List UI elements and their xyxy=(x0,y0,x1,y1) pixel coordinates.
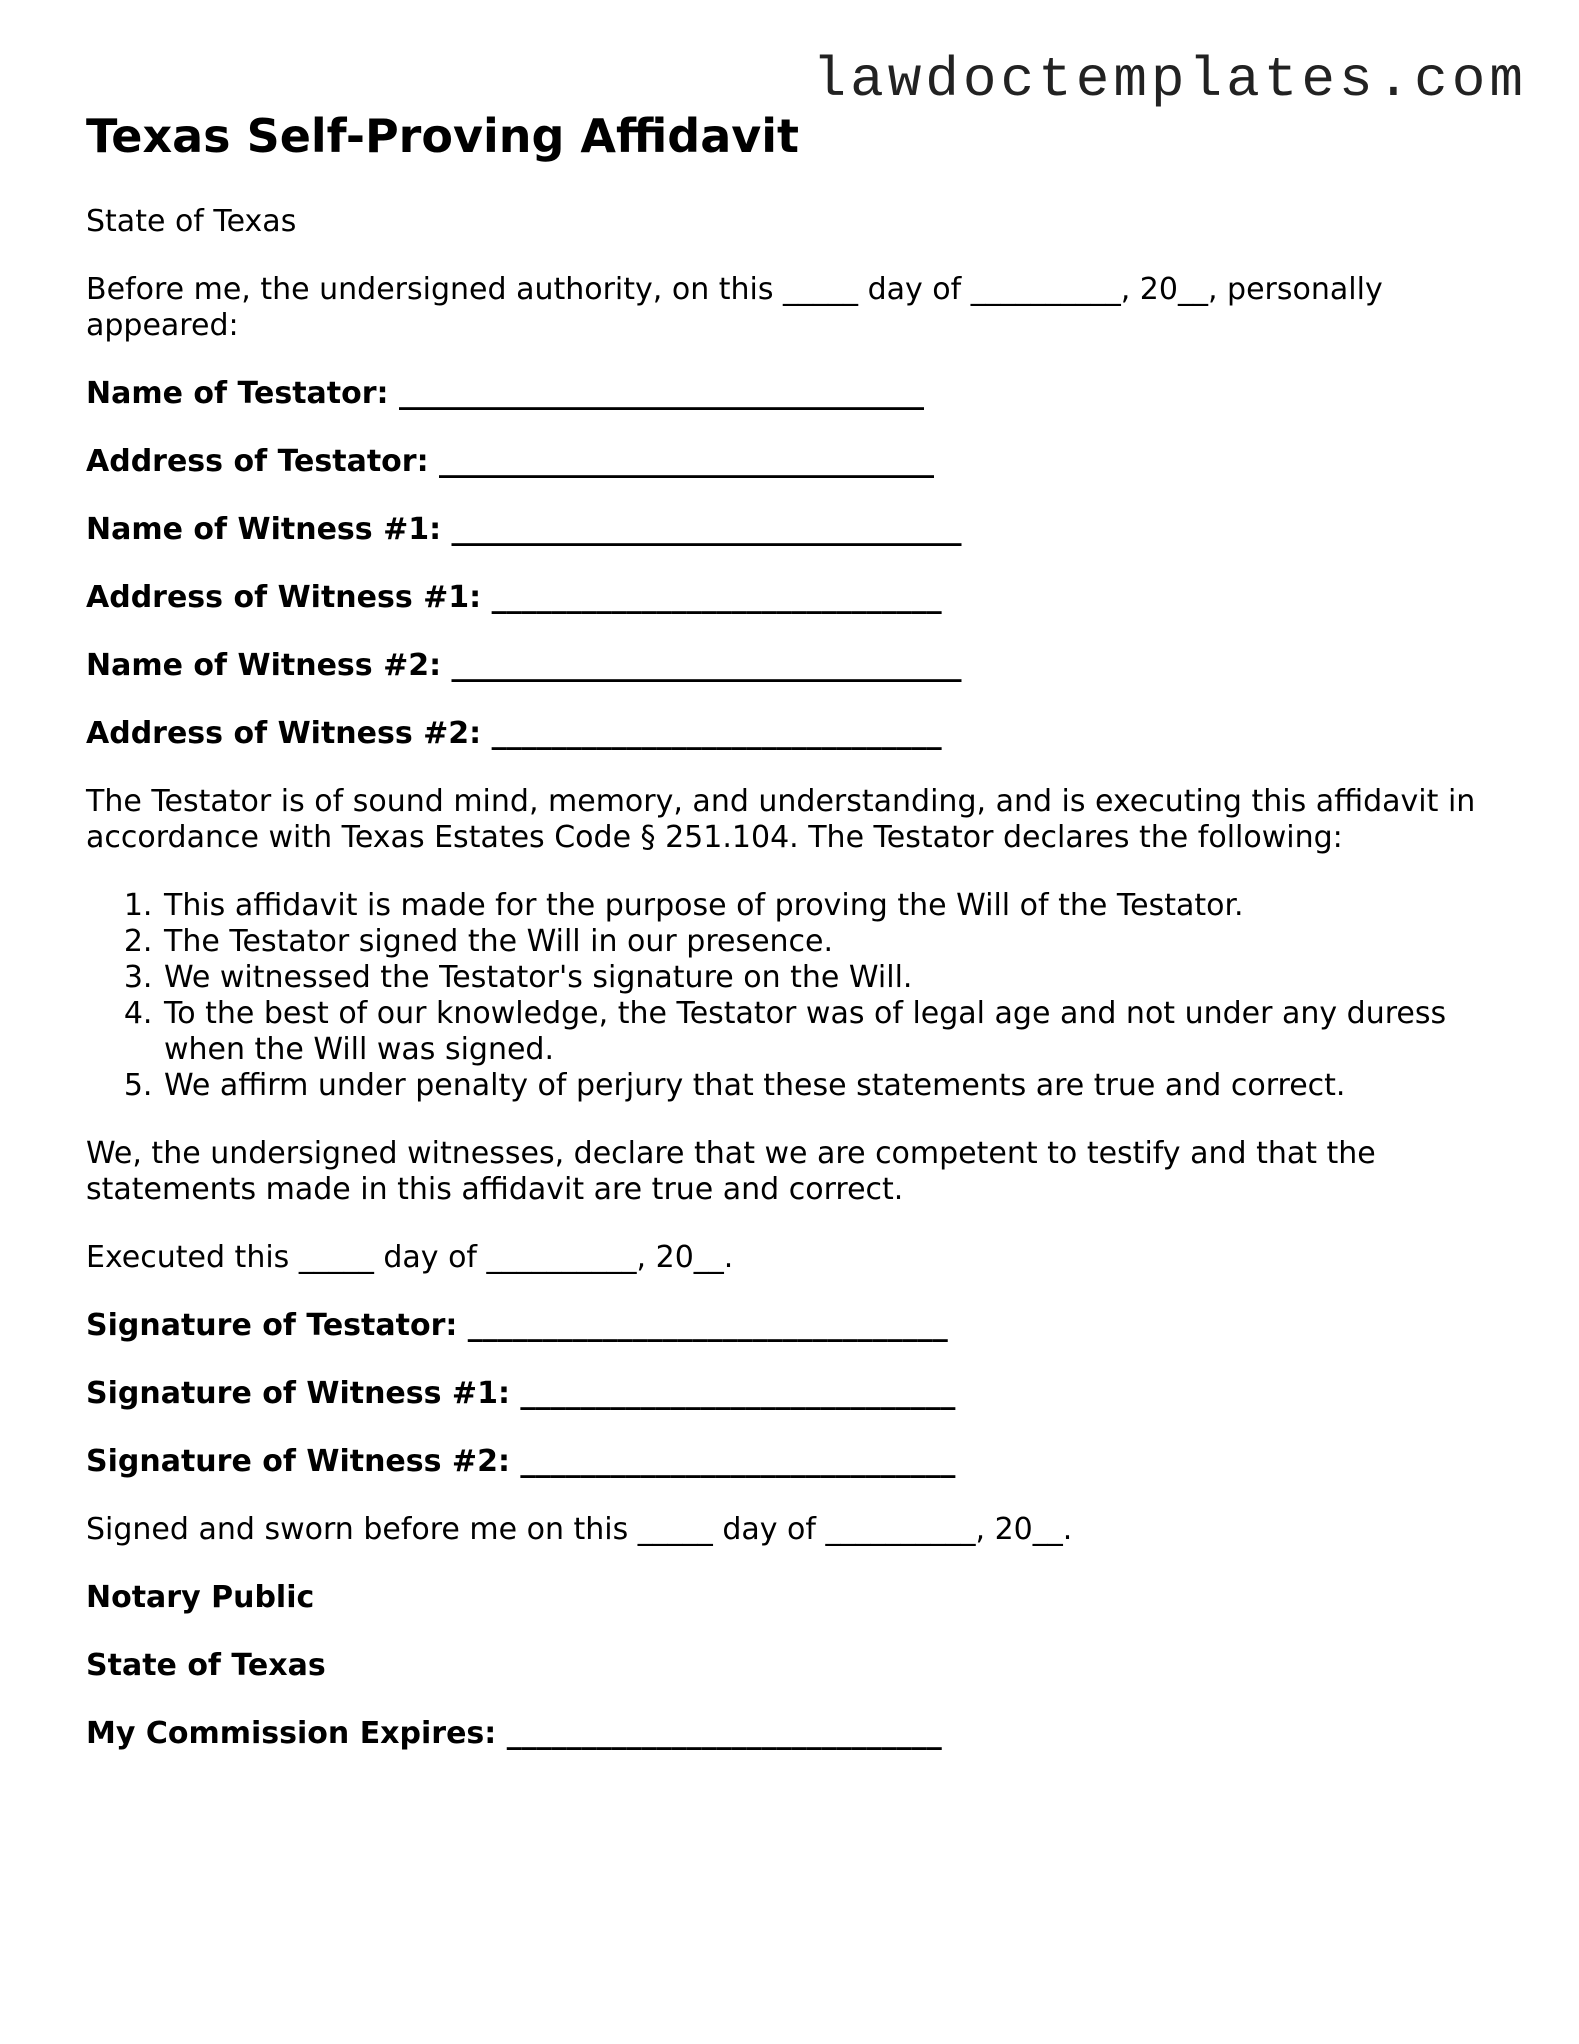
list-item: 1. This affidavit is made for the purpose of proving the Will of the Testator. xyxy=(162,888,1506,924)
state-line: State of Texas xyxy=(86,204,297,239)
document-title: Texas Self-Proving Affidavit xyxy=(86,109,800,163)
declaration-paragraph: The Testator is of sound mind, memory, and understanding, and is executing this affidavit in accordance with Texas Estates Code § 251.104. The Testator declares the following: xyxy=(86,784,1485,855)
sworn-line[interactable]: Signed and sworn before me on this _____ day of __________, 20__. xyxy=(86,1512,1073,1547)
executed-line[interactable]: Executed this _____ day of __________, 20__. xyxy=(86,1240,734,1275)
intro-paragraph: Before me, the undersigned authority, on this _____ day of __________, 20__, personally appeared: xyxy=(86,272,1393,343)
field-address-of-witness-1[interactable]: Address of Witness #1: ______________________________ xyxy=(86,580,942,615)
notary-public-label: Notary Public xyxy=(86,1580,315,1615)
field-signature-of-testator[interactable]: Signature of Testator: ________________________________ xyxy=(86,1308,948,1343)
declaration-list xyxy=(86,888,1506,1104)
field-address-of-testator[interactable]: Address of Testator: _________________________________ xyxy=(86,444,935,479)
notary-state-label: State of Texas xyxy=(86,1648,326,1683)
affidavit-document xyxy=(86,108,1506,1784)
list-item: 4. To the best of our knowledge, the Testator was of legal age and not under any duress when the Will was signed. xyxy=(162,996,1506,1068)
field-signature-of-witness-2[interactable]: Signature of Witness #2: _____________________________ xyxy=(86,1444,956,1479)
field-signature-of-witness-1[interactable]: Signature of Witness #1: _____________________________ xyxy=(86,1376,956,1411)
field-address-of-witness-2[interactable]: Address of Witness #2: ______________________________ xyxy=(86,716,942,751)
list-item: 2. The Testator signed the Will in our presence. xyxy=(162,924,1506,960)
list-item: 5. We affirm under penalty of perjury that these statements are true and correct. xyxy=(162,1068,1506,1104)
witness-statement: We, the undersigned witnesses, declare that we are competent to testify and that the statements made in this affidavit are true and correct. xyxy=(86,1136,1386,1207)
field-name-of-witness-1[interactable]: Name of Witness #1: __________________________________ xyxy=(86,512,962,547)
list-item: 3. We witnessed the Testator's signature on the Will. xyxy=(162,960,1506,996)
field-name-of-witness-2[interactable]: Name of Witness #2: __________________________________ xyxy=(86,648,962,683)
watermark-logo: lawdoctemplates.com xyxy=(812,48,1527,112)
field-name-of-testator[interactable]: Name of Testator: ___________________________________ xyxy=(86,376,924,411)
field-commission-expires[interactable]: My Commission Expires: _____________________________ xyxy=(86,1716,942,1751)
